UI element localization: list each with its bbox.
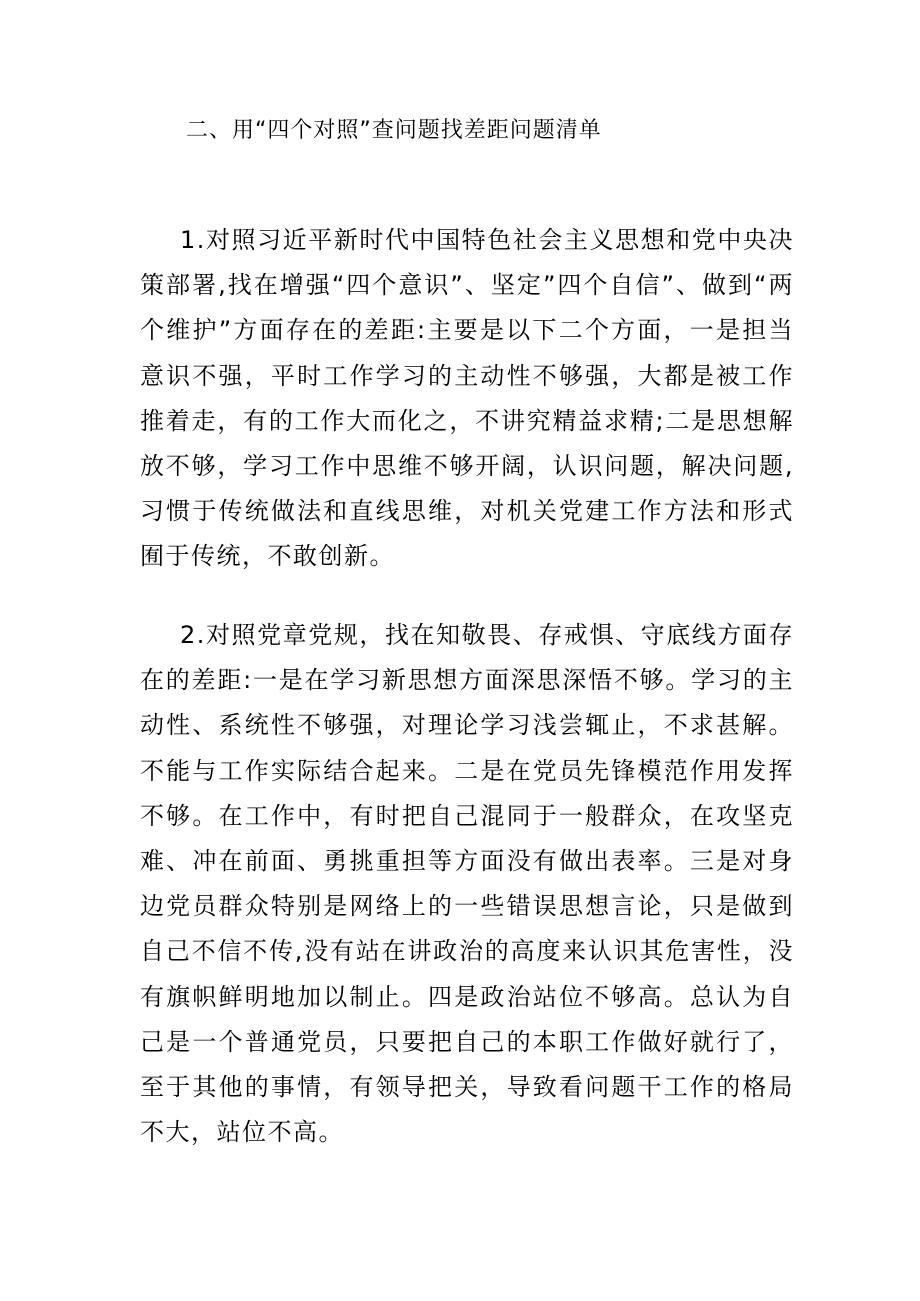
paragraph-item-1: 1.对照习近平新时代中国特色社会主义思想和党中央决策部署,找在增强“四个意识”、坚定”四个自信”、做到“两个维护”方面存在的差距:主要是以下二个方面，一是担当意识不强，平时工作学习的主动性不够强，大都是被工作推着走，有的工作大而化之，不讲究精益求精;二是思想解放不够，学习工作中思维不够开阔，认识问题，解决问题,习惯于传统做法和直线思维，对机关党建工作方法和形式囿于传统，不敢创新。	[140, 226, 794, 571]
section-heading: 二、用“四个对照”查问题找差距问题清单	[186, 118, 602, 143]
paragraph-item-2: 2.对照党章党规，找在知敬畏、存戒惧、守底线方面存在的差距:一是在学习新思想方面深思深悟不够。学习的主动性、系统性不够强，对理论学习浅尝辄止，不求甚解。不能与工作实际结合起来。二是在党员先锋模范作用发挥不够。在工作中，有时把自己混同于一般群众，在攻坚克难、冲在前面、勇挑重担等方面没有做出表率。三是对身边党员群众特别是网络上的一些错误思想言论，只是做到自己不信不传,没有站在讲政治的高度来认识其危害性，没有旗帜鲜明地加以制止。四是政治站位不够高。总认为自己是一个普通党员，只要把自己的本职工作做好就行了，至于其他的事情，有领导把关，导致看问题干工作的格局不大，站位不高。	[140, 621, 794, 1147]
